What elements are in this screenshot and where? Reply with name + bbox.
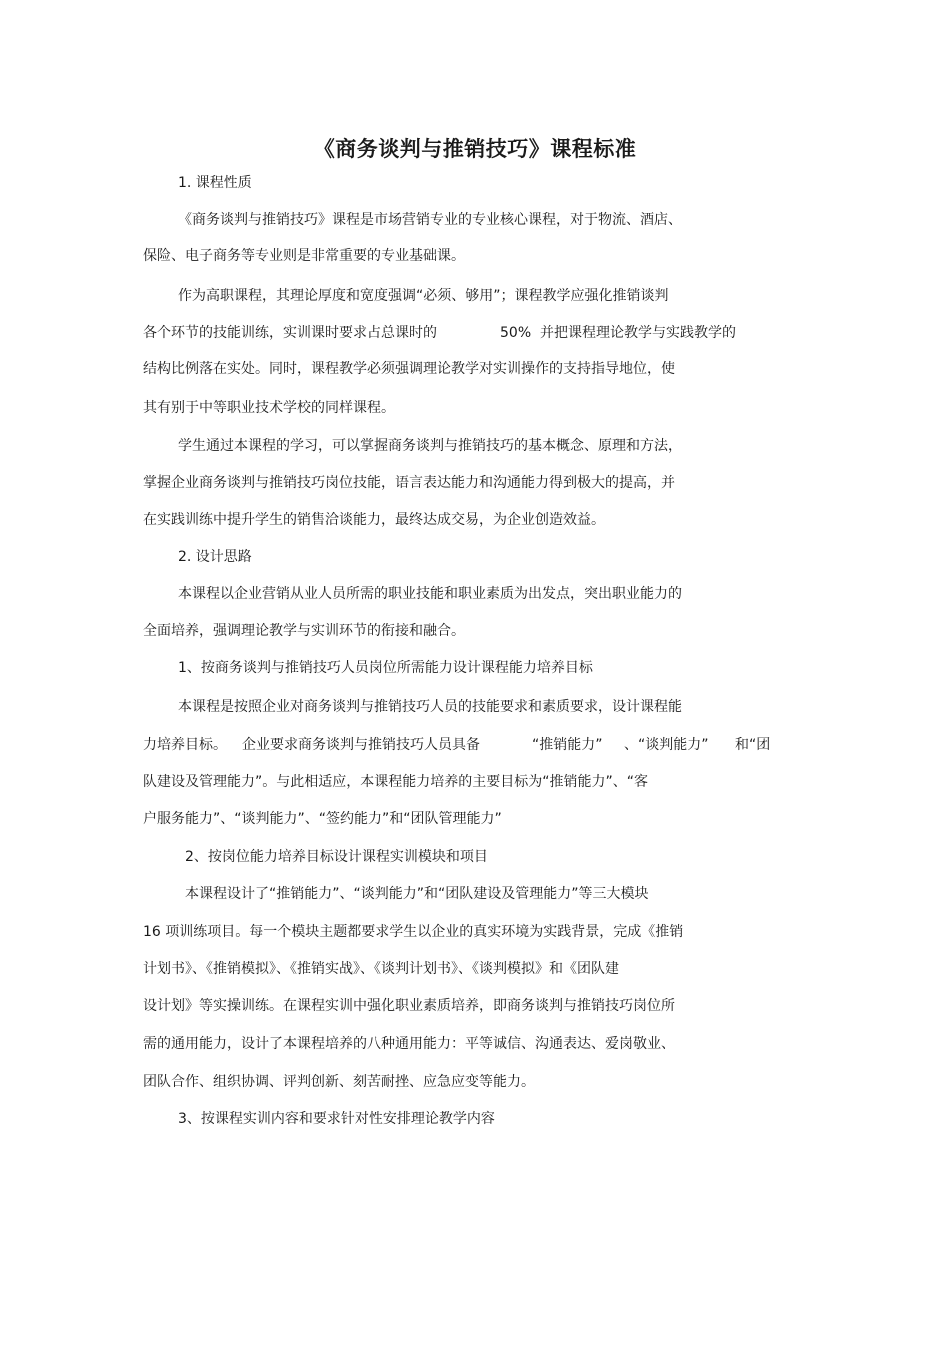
paragraph-line: 在实践训练中提升学生的销售洽谈能力，最终达成交易，为企业创造效益。 [143, 512, 605, 528]
paragraph-line: 掌握企业商务谈判与推销技巧岗位技能，语言表达能力和沟通能力得到极大的提高，并 [143, 475, 675, 491]
paragraph-line: 本课程是按照企业对商务谈判与推销技巧人员的技能要求和素质要求，设计课程能 [178, 699, 682, 715]
paragraph-line: 全面培养，强调理论教学与实训环节的衔接和融合。 [143, 623, 465, 639]
subheading-1: 1、按商务谈判与推销技巧人员岗位所需能力设计课程能力培养目标 [178, 660, 593, 676]
paragraph-line: 16 项训练项目。每一个模块主题都要求学生以企业的真实环境为实践背景，完成《推销 [143, 924, 684, 940]
paragraph-line: 学生通过本课程的学习，可以掌握商务谈判与推销技巧的基本概念、原理和方法， [178, 438, 682, 454]
paragraph-line: 作为高职课程，其理论厚度和宽度强调“必须、够用”；课程教学应强化推销谈判 [178, 288, 669, 304]
paragraph-line: 团队合作、组织协调、评判创新、刻苦耐挫、应急应变等能力。 [143, 1074, 535, 1090]
paragraph-line: 《商务谈判与推销技巧》课程是市场营销专业的专业核心课程，对于物流、酒店、 [178, 212, 682, 228]
quoted-term: “推销能力” [532, 737, 603, 753]
paragraph-line: 和“团 [735, 737, 771, 753]
paragraph-line: 其有别于中等职业技术学校的同样课程。 [143, 400, 395, 416]
document-title: 《商务谈判与推销技巧》课程标准 [313, 137, 637, 161]
paragraph-line: 设计划》等实操训练。在课程实训中强化职业素质培养，即商务谈判与推销技巧岗位所 [143, 998, 675, 1014]
paragraph-line: 各个环节的技能训练，实训课时要求占总课时的 [143, 325, 437, 341]
paragraph-line: 计划书》、《推销模拟》、《推销实战》、《谈判计划书》、《谈判模拟》和《团队建 [143, 961, 619, 977]
paragraph-line: 结构比例落在实处。同时，课程教学必须强调理论教学对实训操作的支持指导地位，使 [143, 361, 675, 377]
paragraph-line: 保险、电子商务等专业则是非常重要的专业基础课。 [143, 248, 465, 264]
paragraph-line: 并把课程理论教学与实践教学的 [540, 325, 736, 341]
percentage-value: 50% [500, 325, 532, 341]
section-heading-nature: 1. 课程性质 [178, 175, 252, 191]
section-heading-design: 2. 设计思路 [178, 549, 252, 565]
paragraph-line: 户服务能力”、“谈判能力”、“签约能力”和“团队管理能力” [143, 811, 502, 827]
quoted-term: 、“谈判能力” [624, 737, 709, 753]
paragraph-line: 本课程设计了“推销能力”、“谈判能力”和“团队建设及管理能力”等三大模块 [185, 886, 649, 902]
paragraph-line: 本课程以企业营销从业人员所需的职业技能和职业素质为出发点，突出职业能力的 [178, 586, 682, 602]
subheading-3: 3、按课程实训内容和要求针对性安排理论教学内容 [178, 1111, 495, 1127]
paragraph-line: 力培养目标。 [143, 737, 227, 753]
subheading-2: 2、按岗位能力培养目标设计课程实训模块和项目 [185, 849, 488, 865]
paragraph-line: 企业要求商务谈判与推销技巧人员具备 [242, 737, 480, 753]
paragraph-line: 队建设及管理能力”。与此相适应，本课程能力培养的主要目标为“推销能力”、“客 [143, 774, 649, 790]
paragraph-line: 需的通用能力，设计了本课程培养的八种通用能力：平等诚信、沟通表达、爱岗敬业、 [143, 1036, 675, 1052]
